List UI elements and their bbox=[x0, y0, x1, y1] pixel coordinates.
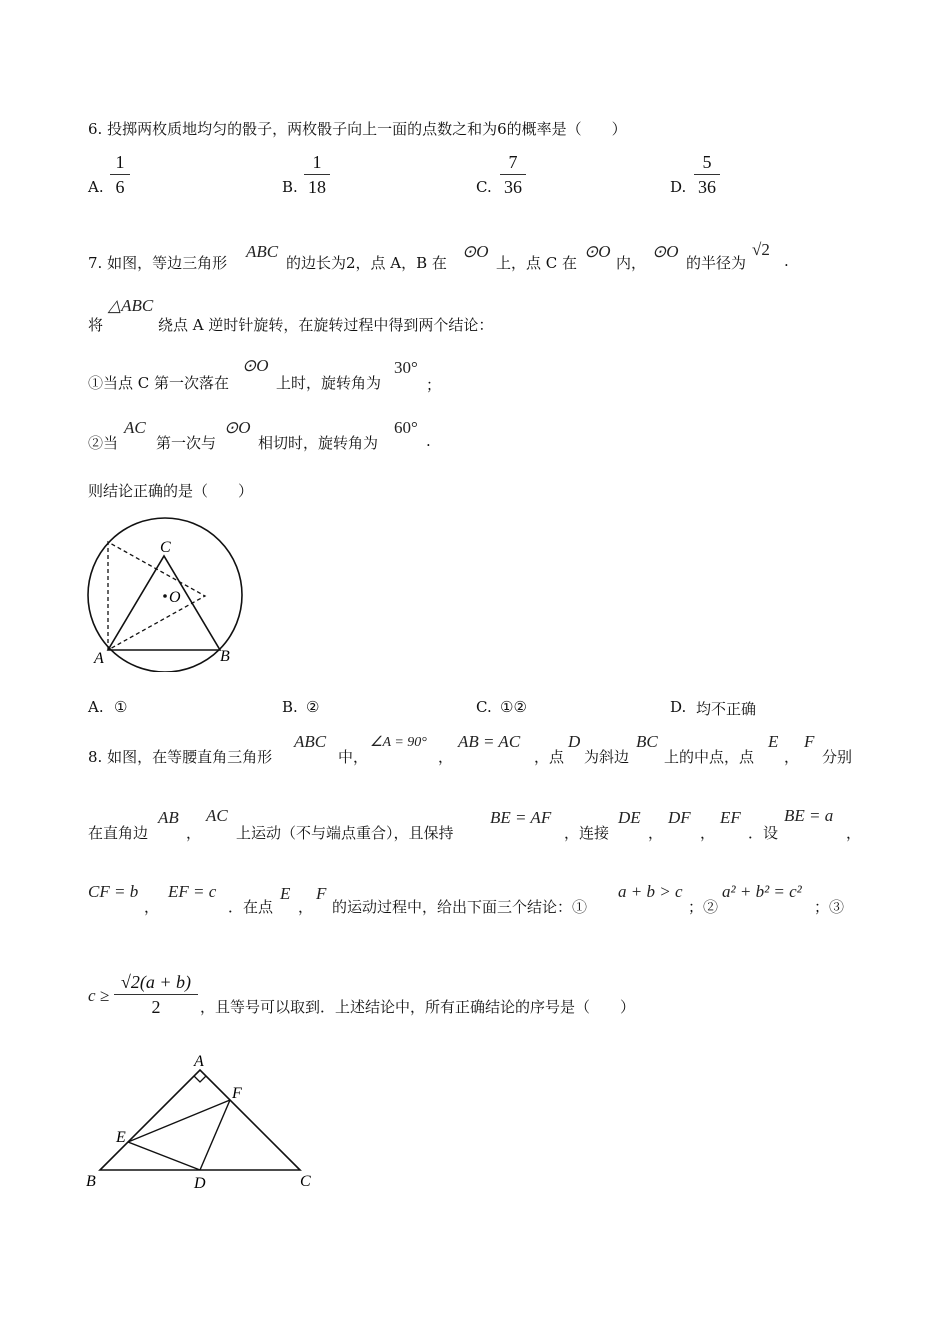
q7-math: AC bbox=[124, 418, 146, 437]
q7-label-c: C bbox=[160, 539, 171, 556]
q8-text: ．在点 bbox=[228, 898, 274, 916]
q7-text: 的半径为 bbox=[686, 254, 747, 272]
q8-text: ， bbox=[700, 824, 716, 842]
q8-text: ， bbox=[298, 898, 314, 916]
q7-option-d-label: D. bbox=[670, 698, 687, 716]
q8-math: E bbox=[768, 732, 779, 751]
q7-text: 内， bbox=[616, 254, 647, 272]
q8-math: DF bbox=[668, 808, 691, 827]
q8-text: 分别 bbox=[822, 748, 853, 766]
q7-triangle-abc bbox=[108, 556, 220, 650]
q8-text: ， bbox=[648, 824, 664, 842]
q6-option-d-fraction: 5 36 bbox=[694, 152, 720, 197]
q8-math: F bbox=[316, 884, 327, 903]
q8-text: ， bbox=[846, 824, 862, 842]
q8-math: BC bbox=[636, 732, 658, 751]
q8-math: BE = a bbox=[784, 806, 834, 825]
q7-label-o: O bbox=[169, 589, 181, 606]
q8-math: AB = AC bbox=[458, 732, 521, 751]
q7-rotated-triangle bbox=[108, 542, 205, 650]
q8-math: BE = AF bbox=[490, 808, 552, 827]
q8-text: 中， bbox=[338, 748, 369, 766]
q7-text: 第一次与 bbox=[156, 434, 217, 452]
q7-option-a-text: ① bbox=[114, 698, 128, 716]
q8-text: ， bbox=[144, 898, 160, 916]
q8-text: ，连接 bbox=[564, 824, 610, 842]
q8-text: 8. 如图，在等腰直角三角形 bbox=[88, 748, 273, 766]
q8-fraction: √2(a + b) 2 bbox=[114, 972, 198, 1017]
q8-math: DE bbox=[618, 808, 641, 827]
q8-label-b: B bbox=[86, 1173, 96, 1190]
q8-text: ；③ bbox=[814, 898, 845, 916]
q6-option-b-fraction: 1 18 bbox=[304, 152, 330, 197]
q8-label-a: A bbox=[194, 1053, 204, 1070]
q8-math: ABC bbox=[294, 732, 327, 751]
q7-math: ⊙O bbox=[242, 356, 269, 375]
q7-option-c-text: ①② bbox=[500, 698, 527, 716]
q6-stem: 6. 投掷两枚质地均匀的骰子，两枚骰子向上一面的点数之和为6的概率是（ ） bbox=[88, 120, 627, 138]
q8-figure bbox=[80, 1050, 330, 1200]
q7-math: 60° bbox=[394, 418, 418, 437]
q7-option-b-label: B. bbox=[282, 698, 298, 716]
q6-option-b-label: B. bbox=[282, 178, 298, 196]
q8-text: ，且等号可以取到．上述结论中，所有正确结论的序号是（ ） bbox=[200, 998, 636, 1016]
q8-text: ．设 bbox=[748, 824, 779, 842]
q8-label-e: E bbox=[116, 1129, 126, 1146]
q7-option-c-label: C. bbox=[476, 698, 492, 716]
q8-math: a + b > c bbox=[618, 882, 683, 901]
q6-option-c-fraction: 7 36 bbox=[500, 152, 526, 197]
q7-math: ABC bbox=[246, 242, 279, 261]
q7-math: 30° bbox=[394, 358, 418, 377]
q8-text: ；② bbox=[688, 898, 719, 916]
q6-option-d-label: D. bbox=[670, 178, 687, 196]
q8-text: ， bbox=[784, 748, 800, 766]
q7-text: ②当 bbox=[88, 434, 119, 452]
q8-text: 上的中点，点 bbox=[664, 748, 755, 766]
q8-math: EF bbox=[720, 808, 741, 827]
q8-math: F bbox=[804, 732, 815, 751]
q8-math: AC bbox=[206, 806, 228, 825]
q7-math: ⊙O bbox=[462, 242, 489, 261]
q8-text: 为斜边 bbox=[584, 748, 630, 766]
q8-math: D bbox=[568, 732, 581, 751]
q7-text: . bbox=[426, 432, 431, 450]
q7-math: ⊙O bbox=[652, 242, 679, 261]
q8-label-c: C bbox=[300, 1173, 311, 1190]
q7-text: 将 bbox=[88, 316, 104, 334]
q8-math: E bbox=[280, 884, 291, 903]
q7-text: . bbox=[784, 252, 789, 270]
q7-center-point bbox=[163, 594, 167, 598]
q6-option-a-label: A. bbox=[88, 178, 104, 196]
q8-text: ， bbox=[438, 748, 454, 766]
q7-option-a-label: A. bbox=[88, 698, 104, 716]
q7-text: 上时，旋转角为 bbox=[276, 374, 382, 392]
q7-text: 相切时，旋转角为 bbox=[258, 434, 379, 452]
q8-math: CF = b bbox=[88, 882, 139, 901]
q7-text: 绕点 A 逆时针旋转，在旋转过程中得到两个结论： bbox=[158, 316, 494, 334]
q8-triangle-abc bbox=[100, 1070, 300, 1170]
q8-right-angle-mark bbox=[194, 1076, 206, 1082]
q8-math: a² + b² = c² bbox=[722, 882, 802, 901]
q7-prompt: 则结论正确的是（ ） bbox=[88, 482, 254, 500]
q8-label-d: D bbox=[194, 1175, 206, 1192]
q7-math: △ABC bbox=[108, 296, 154, 315]
q7-math: ⊙O bbox=[584, 242, 611, 261]
q7-text: ①当点 C 第一次落在 bbox=[88, 374, 230, 392]
q7-option-b-text: ② bbox=[306, 698, 320, 716]
q8-text: 的运动过程中，给出下面三个结论：① bbox=[332, 898, 588, 916]
q8-text: 在直角边 bbox=[88, 824, 149, 842]
q8-text: 上运动（不与端点重合），且保持 bbox=[236, 824, 454, 842]
q8-segment-de bbox=[128, 1142, 200, 1170]
q8-label-f: F bbox=[232, 1085, 242, 1102]
q7-text: ； bbox=[426, 376, 442, 394]
q7-text: 上，点 C 在 bbox=[496, 254, 578, 272]
q8-math: EF = c bbox=[168, 882, 217, 901]
q7-radical: √2 bbox=[752, 240, 770, 259]
q6-option-c-label: C. bbox=[476, 178, 492, 196]
q7-option-d-text: 均不正确 bbox=[696, 700, 757, 718]
q8-math: c ≥ bbox=[88, 986, 110, 1005]
q7-figure bbox=[80, 512, 260, 672]
q7-label-a: A bbox=[94, 650, 104, 667]
q7-text: 的边长为2，点 A，B 在 bbox=[286, 254, 447, 272]
q8-math: ∠A = 90° bbox=[370, 735, 427, 750]
q6-option-a-fraction: 1 6 bbox=[110, 152, 130, 197]
q7-label-b: B bbox=[220, 648, 230, 665]
q8-text: ， bbox=[186, 824, 202, 842]
q7-text: 7. 如图，等边三角形 bbox=[88, 254, 228, 272]
q7-math: ⊙O bbox=[224, 418, 251, 437]
q8-text: ，点 bbox=[534, 748, 565, 766]
q8-math: AB bbox=[158, 808, 179, 827]
